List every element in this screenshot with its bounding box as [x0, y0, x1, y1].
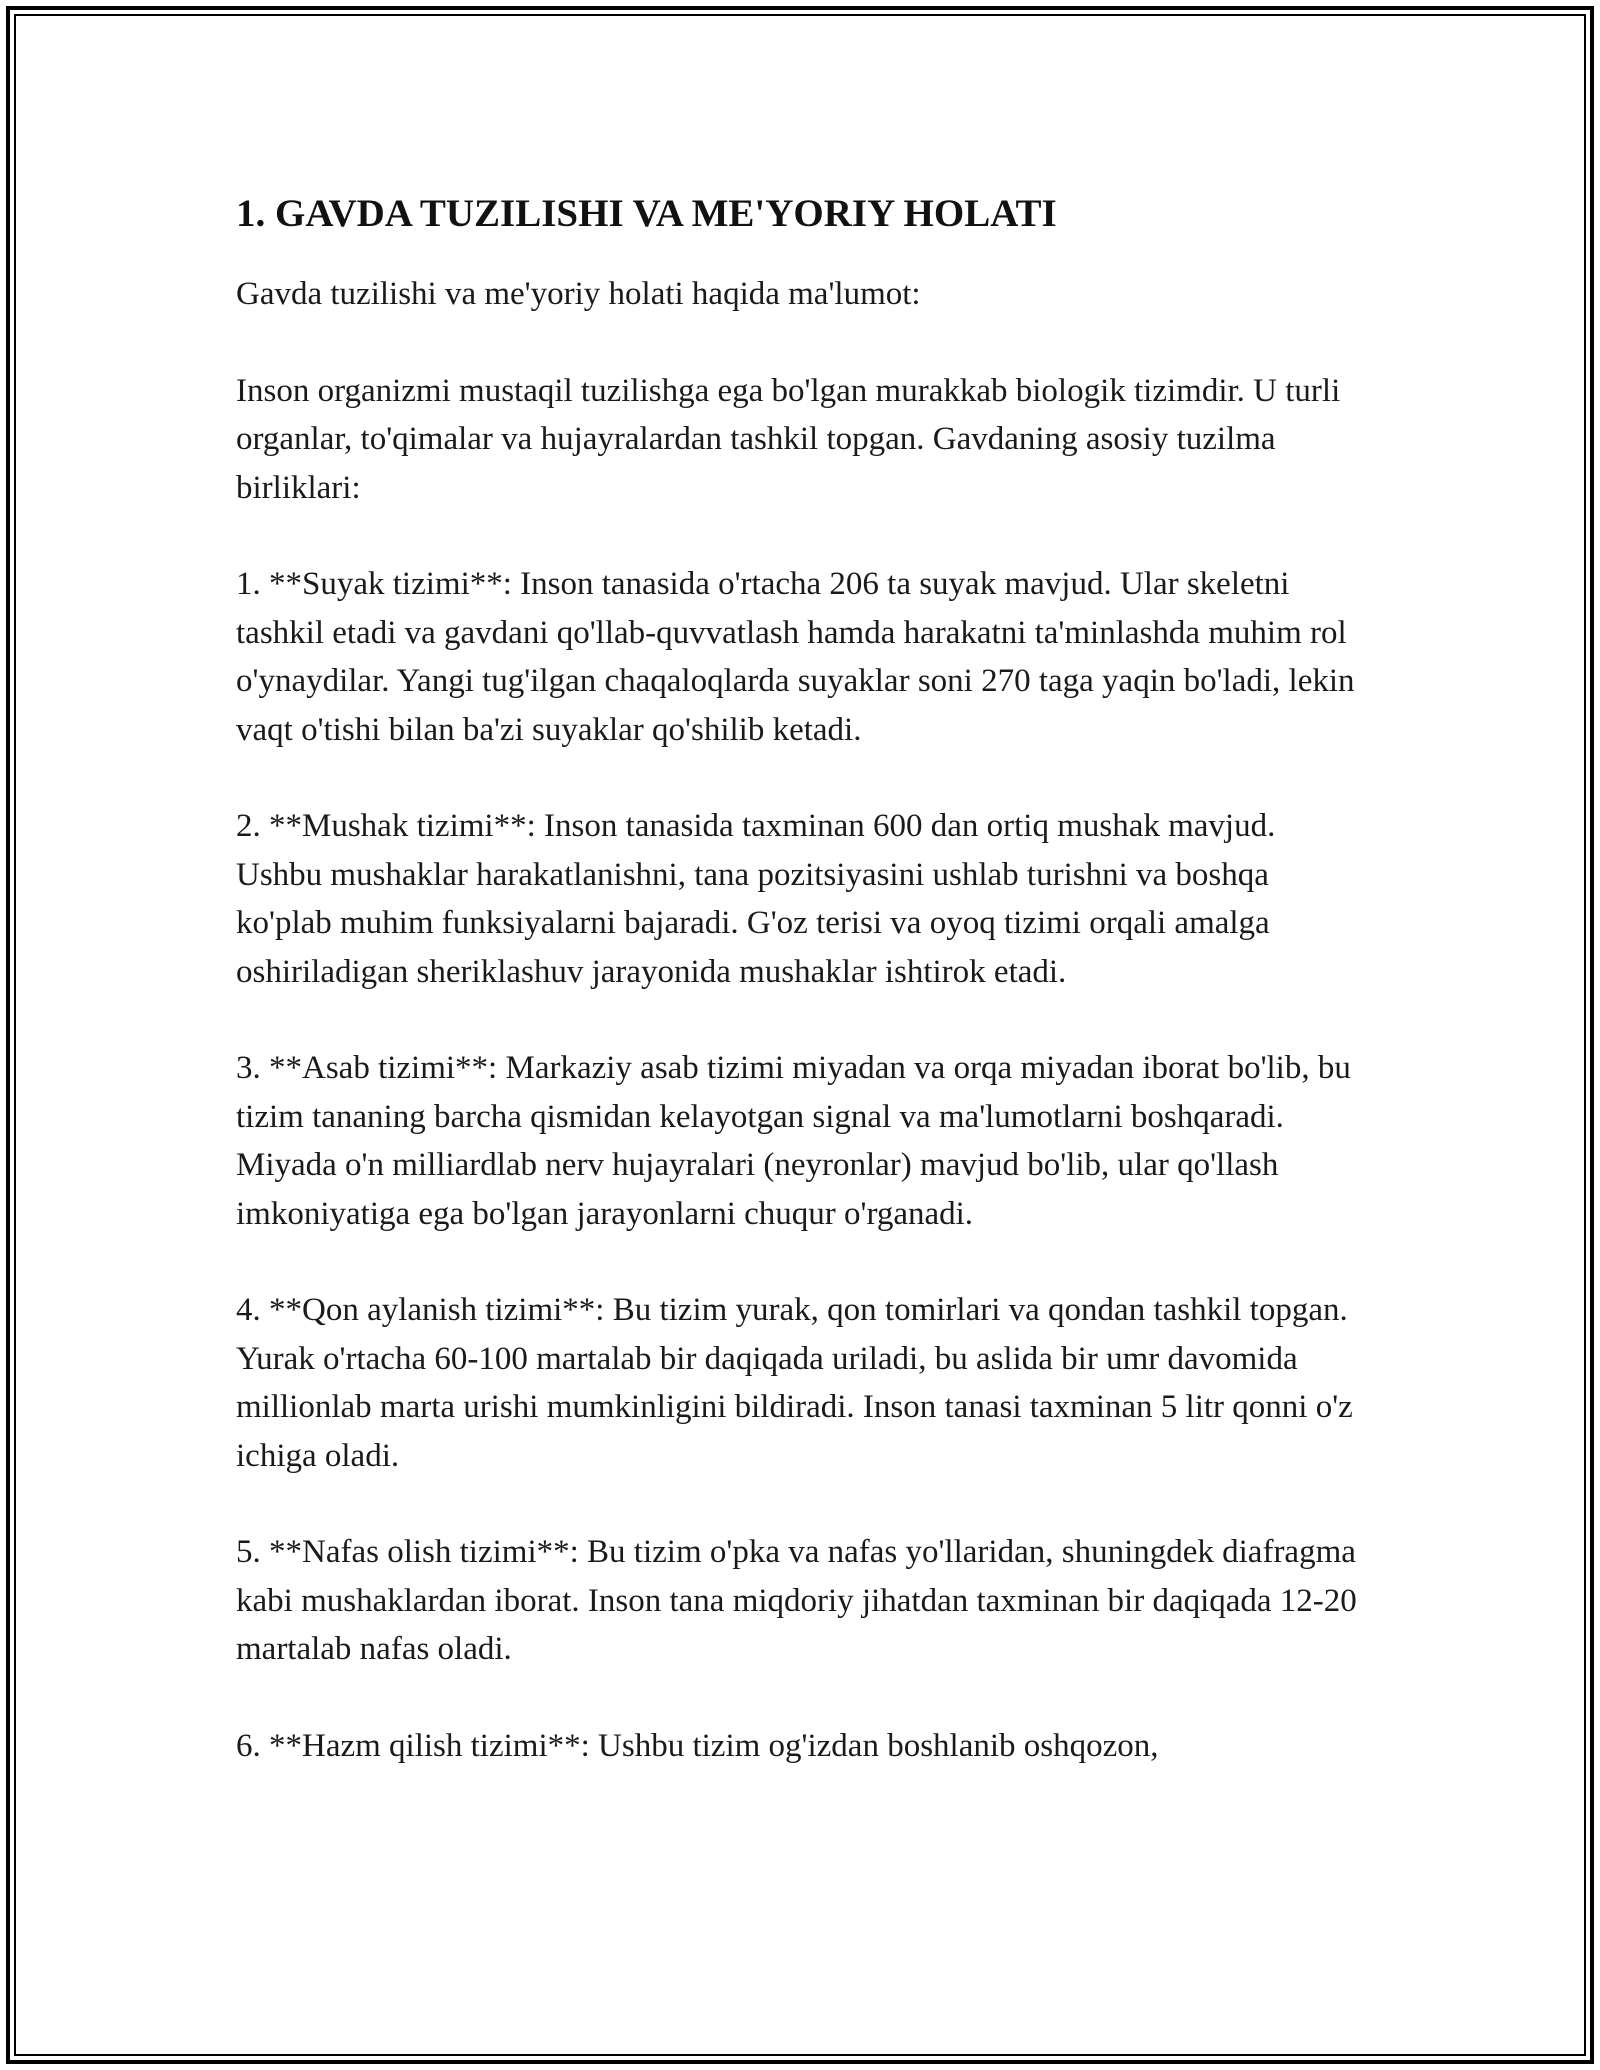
paragraph-muscular-system: 2. **Mushak tizimi**: Inson tanasida taxminan 600 dan ortiq mushak mavjud. Ushbu mushaklar harakatlanishni, tana pozitsiyasini ushlab turishni va boshqa ko'plab muhim funksiyalarni bajaradi. G'oz terisi va oyoq tizimi orqali amalga oshiriladigan sheriklashuv jarayonida mushaklar ishtirok etadi. — [236, 808, 1276, 990]
paragraph-respiratory-system: 5. **Nafas olish tizimi**: Bu tizim o'pka va nafas yo'llaridan, shuningdek diafragma kabi mushaklardan iborat. Inson tana miqdoriy jihatdan taxminan bir daqiqada 12-20 martalab nafas oladi. — [236, 1534, 1357, 1667]
paragraph-overview: Inson organizmi mustaqil tuzilishga ega bo'lgan murakkab biologik tizimdir. U turli organlar, to'qimalar va hujayralardan tashkil topgan. Gavdaning asosiy tuzilma birliklari: — [236, 372, 1341, 506]
document-body — [236, 186, 1366, 1818]
paragraph-intro: Gavda tuzilishi va me'yoriy holati haqida ma'lumot: — [236, 276, 921, 312]
paragraph-skeletal-system: 1. **Suyak tizimi**: Inson tanasida o'rtacha 206 ta suyak mavjud. Ular skeletni tashkil etadi va gavdani qo'llab-quvvatlash hamda harakatni ta'minlashda muhim rol o'ynaydilar. Yangi tug'ilgan chaqaloqlarda suyaklar soni 270 taga yaqin bo'ladi, lekin vaqt o'tishi bilan ba'zi suyaklar qo'shilib ketadi. — [236, 566, 1355, 748]
paragraph-digestive-system: 6. **Hazm qilish tizimi**: Ushbu tizim og'izdan boshlanib oshqozon, — [236, 1727, 1159, 1764]
document-title: 1. GAVDA TUZILISHI VA ME'YORIY HOLATI — [236, 192, 1057, 235]
paragraph-circulatory-system: 4. **Qon aylanish tizimi**: Bu tizim yurak, qon tomirlari va qondan tashkil topgan. Yurak o'rtacha 60-100 martalab bir daqiqada uriladi, bu aslida bir umr davomida millionlab marta urishi mumkinligini bildiradi. Inson tanasi taxminan 5 litr qonni o'z ichiga oladi. — [236, 1292, 1353, 1474]
paragraph-nervous-system: 3. **Asab tizimi**: Markaziy asab tizimi miyadan va orqa miyadan iborat bo'lib, bu tizim tananing barcha qismidan kelayotgan signal va ma'lumotlarni boshqaradi. Miyada o'n milliardlab nerv hujayralari (neyronlar) mavjud bo'lib, ular qo'llash imkoniyatiga ega bo'lgan jarayonlarni chuqur o'rganadi. — [236, 1050, 1351, 1232]
